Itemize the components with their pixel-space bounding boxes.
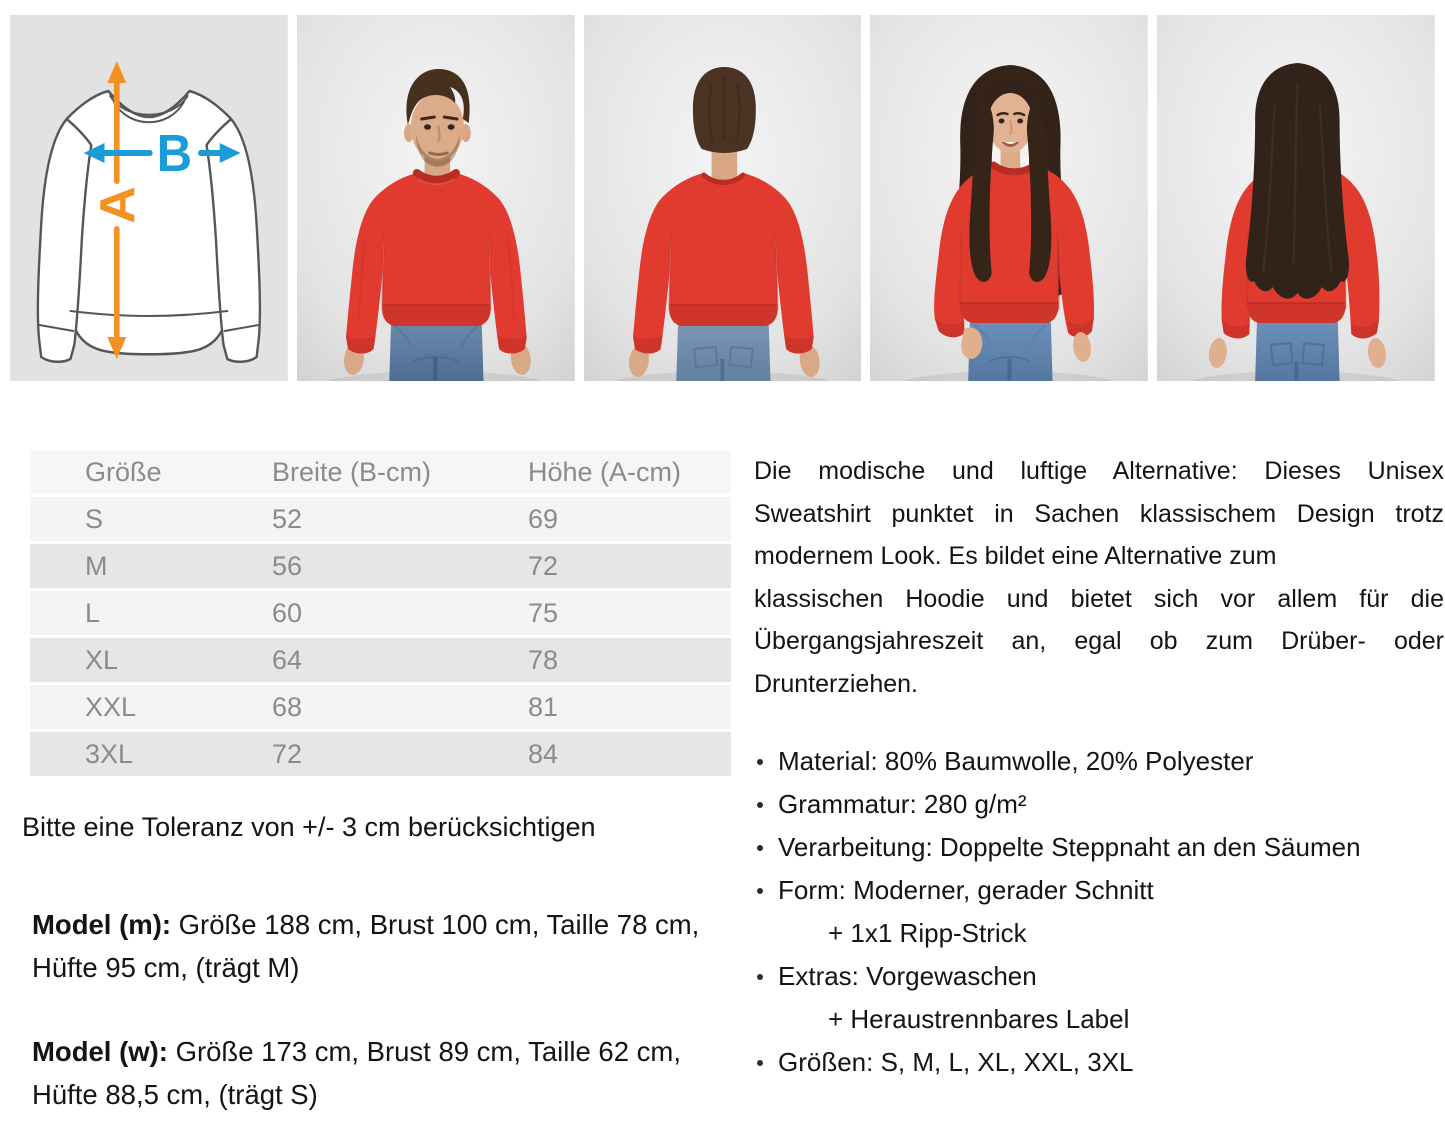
cell-breite: 72 bbox=[217, 732, 473, 776]
photo-male-back[interactable] bbox=[584, 15, 862, 381]
photo-female-back[interactable] bbox=[1157, 15, 1435, 381]
cell-hoehe: 75 bbox=[473, 591, 731, 635]
feature-text: Extras: Vorgewaschen bbox=[778, 961, 1037, 991]
feature-item bbox=[754, 998, 1445, 1041]
size-table-row bbox=[30, 544, 731, 588]
cell-breite: 52 bbox=[217, 497, 473, 541]
size-table-row bbox=[30, 685, 731, 729]
bullet-icon bbox=[757, 759, 763, 765]
cell-breite: 68 bbox=[217, 685, 473, 729]
photo-male-front[interactable] bbox=[297, 15, 575, 381]
feature-item bbox=[754, 740, 1445, 783]
cell-breite: 64 bbox=[217, 638, 473, 682]
female-back-photo bbox=[1157, 15, 1435, 381]
feature-list bbox=[754, 740, 1445, 1084]
feature-item bbox=[754, 955, 1445, 998]
cell-breite: 56 bbox=[217, 544, 473, 588]
bullet-icon bbox=[757, 1060, 763, 1066]
feature-text: Material: 80% Baumwolle, 20% Polyester bbox=[778, 746, 1254, 776]
sweatshirt-measure-diagram bbox=[10, 15, 288, 381]
cell-size: L bbox=[30, 591, 217, 635]
model-m-text: Größe 188 cm, Brust 100 cm, Taille 78 cm, Hüfte 95 cm, (trägt M) bbox=[32, 909, 700, 983]
bullet-icon bbox=[757, 845, 763, 851]
feature-item bbox=[754, 869, 1445, 912]
feature-text: + Heraustrennbares Label bbox=[828, 1004, 1130, 1034]
tolerance-note: Bitte eine Toleranz von +/- 3 cm berücksichtigen bbox=[22, 812, 596, 842]
feature-item bbox=[754, 826, 1445, 869]
feature-item bbox=[754, 1041, 1445, 1084]
size-table-row bbox=[30, 732, 731, 776]
cell-hoehe: 69 bbox=[473, 497, 731, 541]
measure-label-a: A bbox=[89, 186, 145, 224]
feature-item bbox=[754, 912, 1445, 955]
model-m-measurements bbox=[32, 903, 744, 989]
product-description bbox=[754, 450, 1444, 705]
size-diagram-image[interactable] bbox=[10, 15, 288, 381]
bullet-icon bbox=[757, 888, 763, 894]
feature-text: Verarbeitung: Doppelte Steppnaht an den Säumen bbox=[778, 832, 1361, 862]
photo-female-front[interactable] bbox=[870, 15, 1148, 381]
size-table bbox=[30, 447, 731, 779]
cell-hoehe: 81 bbox=[473, 685, 731, 729]
cell-hoehe: 78 bbox=[473, 638, 731, 682]
product-gallery bbox=[10, 15, 1435, 381]
description-paragraph-1: Die modische und luftige Alternative: Dieses Unisex Sweatshirt punktet in Sachen klassischem Design trotz modernem Look. Es bildet eine Alternative zum bbox=[754, 457, 1444, 570]
size-table-row bbox=[30, 638, 731, 682]
female-front-photo bbox=[870, 15, 1148, 381]
feature-item bbox=[754, 783, 1445, 826]
male-front-photo bbox=[297, 15, 575, 381]
model-w-text: Größe 173 cm, Brust 89 cm, Taille 62 cm, Hüfte 88,5 cm, (trägt S) bbox=[32, 1036, 681, 1110]
cell-size: XL bbox=[30, 638, 217, 682]
col-header-hoehe: Höhe (A-cm) bbox=[473, 450, 731, 494]
model-m-label: Model (m): bbox=[32, 909, 172, 940]
col-header-groesse: Größe bbox=[30, 450, 217, 494]
model-w-label: Model (w): bbox=[32, 1036, 168, 1067]
size-table-row bbox=[30, 497, 731, 541]
model-w-measurements bbox=[32, 1030, 744, 1116]
description-paragraph-2: klassischen Hoodie und bietet sich vor allem für die Übergangsjahreszeit an, egal ob zum Drüber- oder Drunterziehen. bbox=[754, 584, 1444, 698]
feature-text: + 1x1 Ripp-Strick bbox=[828, 918, 1027, 948]
male-back-photo bbox=[584, 15, 862, 381]
bullet-icon bbox=[757, 974, 763, 980]
measure-label-b: B bbox=[156, 123, 193, 183]
size-table-header-row bbox=[30, 450, 731, 494]
cell-hoehe: 72 bbox=[473, 544, 731, 588]
cell-size: 3XL bbox=[30, 732, 217, 776]
cell-size: XXL bbox=[30, 685, 217, 729]
cell-hoehe: 84 bbox=[473, 732, 731, 776]
feature-text: Größen: S, M, L, XL, XXL, 3XL bbox=[778, 1047, 1134, 1077]
cell-size: M bbox=[30, 544, 217, 588]
cell-size: S bbox=[30, 497, 217, 541]
feature-text: Grammatur: 280 g/m² bbox=[778, 789, 1027, 819]
cell-breite: 60 bbox=[217, 591, 473, 635]
size-table-row bbox=[30, 591, 731, 635]
bullet-icon bbox=[757, 802, 763, 808]
feature-text: Form: Moderner, gerader Schnitt bbox=[778, 875, 1154, 905]
col-header-breite: Breite (B-cm) bbox=[217, 450, 473, 494]
